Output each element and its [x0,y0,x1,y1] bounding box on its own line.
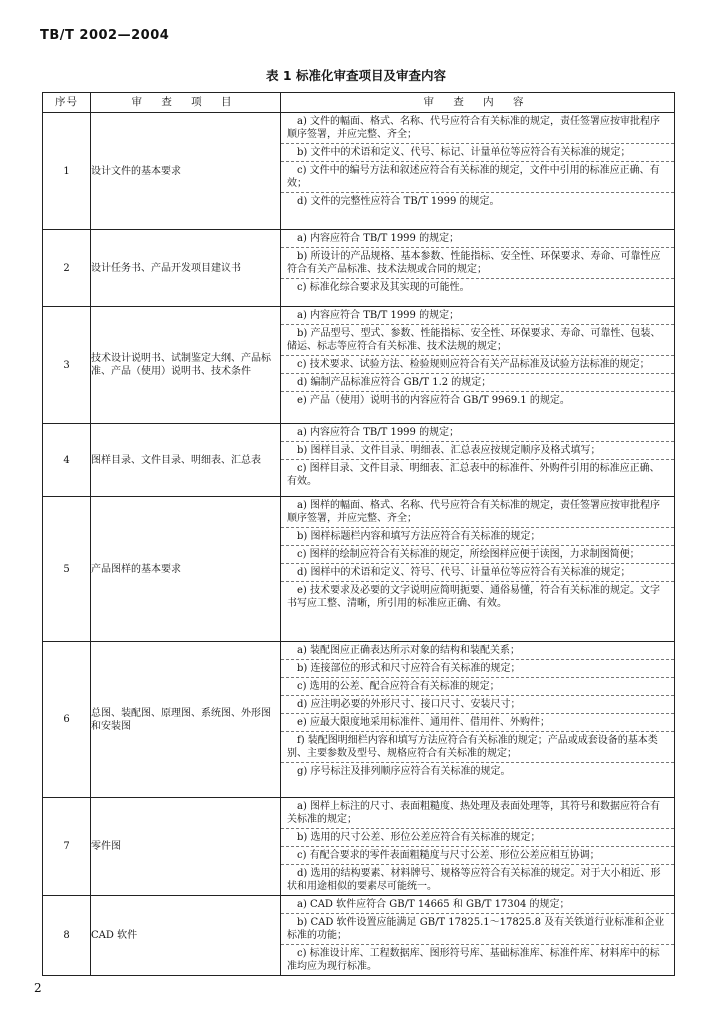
document-code: TB/T 2002—2004 [40,28,170,43]
content-clause: c) 图样的绘制应符合有关标准的规定，所绘图样应便于读图，力求制图简便； [281,545,674,563]
content-clause: a) 内容应符合 TB/T 1999 的规定； [297,233,460,244]
content-clause: e) 应最大限度地采用标准件、通用件、借用件、外购件； [281,713,674,731]
content-clause: c) 技术要求、试验方法、检验规则应符合有关产品标准及试验方法标准的规定； [281,355,674,373]
content-clause: a) 图样的幅面、格式、名称、代号应符合有关标准的规定，责任签署应按审批程序顺序签署，并应完整、齐全； [287,500,661,524]
content-clause: c) 选用的公差、配合应符合有关标准的规定； [281,677,674,695]
content-clause: a) 装配图应正确表达所示对象的结构和装配关系； [297,645,521,656]
review-content [281,424,675,497]
review-item: CAD 软件 [91,896,281,976]
content-clause: d) 文件的完整性应符合 TB/T 1999 的规定。 [281,192,674,210]
row-number: 1 [43,113,91,230]
content-clause: a) 内容应符合 TB/T 1999 的规定； [297,310,460,321]
content-clause: c) 图样目录、文件目录、明细表、汇总表中的标准件、外购件引用的标准应正确、有效。 [281,459,674,490]
table-row [43,798,675,896]
row-number: 6 [43,642,91,798]
column-header-content: 审 查 内 容 [281,93,675,113]
row-number: 7 [43,798,91,896]
table-title: 表 1 标准化审查项目及审查内容 [266,68,446,83]
table-row [43,113,675,230]
review-content [281,798,675,896]
content-clause: b) 文件中的术语和定义、代号、标记、计量单位等应符合有关标准的规定； [281,143,674,161]
table-row [43,230,675,307]
content-clause: b) 连接部位的形式和尺寸应符合有关标准的规定； [281,659,674,677]
content-clause: d) 图样中的术语和定义、符号、代号、计量单位等应符合有关标准的规定； [281,563,674,581]
content-clause: b) 图样目录、文件目录、明细表、汇总表应按规定顺序及格式填写； [281,441,674,459]
content-clause: d) 编制产品标准应符合 GB/T 1.2 的规定； [281,373,674,391]
row-number: 2 [43,230,91,307]
review-item: 总图、装配图、原理图、系统图、外形图和安装图 [91,642,281,798]
content-clause: a) CAD 软件应符合 GB/T 14665 和 GB/T 17304 的规定； [297,899,570,910]
content-clause: b) 选用的尺寸公差、形位公差应符合有关标准的规定； [281,828,674,846]
review-content [281,307,675,424]
content-clause: d) 应注明必要的外形尺寸、接口尺寸、安装尺寸； [281,695,674,713]
review-content [281,497,675,642]
table-header-row [43,93,675,113]
content-clause: f) 装配图明细栏内容和填写方法应符合有关标准的规定；产品或成套设备的基本类别、主要参数及型号、规格应符合有关标准的规定； [281,731,674,762]
table-row [43,424,675,497]
content-clause: b) 产品型号、型式、参数、性能指标、安全性、环保要求、寿命、可靠性、包装、储运、标志等应符合有关标准、技术法规的规定； [281,324,674,355]
page-number: 2 [34,981,42,995]
review-item: 技术设计说明书、试制鉴定大纲、产品标准、产品（使用）说明书、技术条件 [91,307,281,424]
review-item: 图样目录、文件目录、明细表、汇总表 [91,424,281,497]
row-number: 8 [43,896,91,976]
review-content [281,230,675,307]
row-number: 3 [43,307,91,424]
review-content [281,896,675,976]
review-item: 设计文件的基本要求 [91,113,281,230]
review-item: 零件图 [91,798,281,896]
table-row [43,307,675,424]
content-clause: c) 有配合要求的零件表面粗糙度与尺寸公差、形位公差应相互协调； [281,846,674,864]
row-number: 4 [43,424,91,497]
content-clause: a) 文件的幅面、格式、名称、代号应符合有关标准的规定，责任签署应按审批程序顺序签署，并应完整、齐全； [287,116,661,140]
content-clause: g) 序号标注及排列顺序应符合有关标准的规定。 [281,762,674,780]
column-header-no: 序号 [43,93,91,113]
column-header-item: 审 查 项 目 [91,93,281,113]
review-content [281,113,675,230]
review-content [281,642,675,798]
content-clause: d) 选用的结构要素、材料牌号、规格等应符合有关标准的规定。对于大小相近、形状和用途相似的要素尽可能统一。 [281,864,674,895]
review-table [42,92,675,976]
content-clause: e) 产品（使用）说明书的内容应符合 GB/T 9969.1 的规定。 [281,391,674,409]
content-clause: b) CAD 软件设置应能满足 GB/T 17825.1～17825.8 及有关铁道行业标准和企业标准的功能； [281,913,674,944]
content-clause: b) 图样标题栏内容和填写方法应符合有关标准的规定； [281,527,674,545]
content-clause: c) 标准化综合要求及其实现的可能性。 [281,278,674,296]
table-row [43,896,675,976]
content-clause: c) 标准设计库、工程数据库、图形符号库、基础标准库、标准件库、材料库中的标准均应为现行标准。 [281,944,674,975]
table-row [43,497,675,642]
content-clause: e) 技术要求及必要的文字说明应简明扼要、通俗易懂，符合有关标准的规定。文字书写应工整、清晰，所引用的标准应正确、有效。 [281,581,674,612]
review-item: 产品图样的基本要求 [91,497,281,642]
review-item: 设计任务书、产品开发项目建议书 [91,230,281,307]
content-clause: a) 图样上标注的尺寸、表面粗糙度、热处理及表面处理等，其符号和数据应符合有关标准的规定； [287,801,661,825]
content-clause: c) 文件中的编号方法和叙述应符合有关标准的规定，文件中引用的标准应正确、有效； [281,161,674,192]
row-number: 5 [43,497,91,642]
table-row [43,642,675,798]
content-clause: a) 内容应符合 TB/T 1999 的规定； [297,427,460,438]
content-clause: b) 所设计的产品规格、基本参数、性能指标、安全性、环保要求、寿命、可靠性应符合有关产品标准、技术法规或合同的规定； [281,247,674,278]
